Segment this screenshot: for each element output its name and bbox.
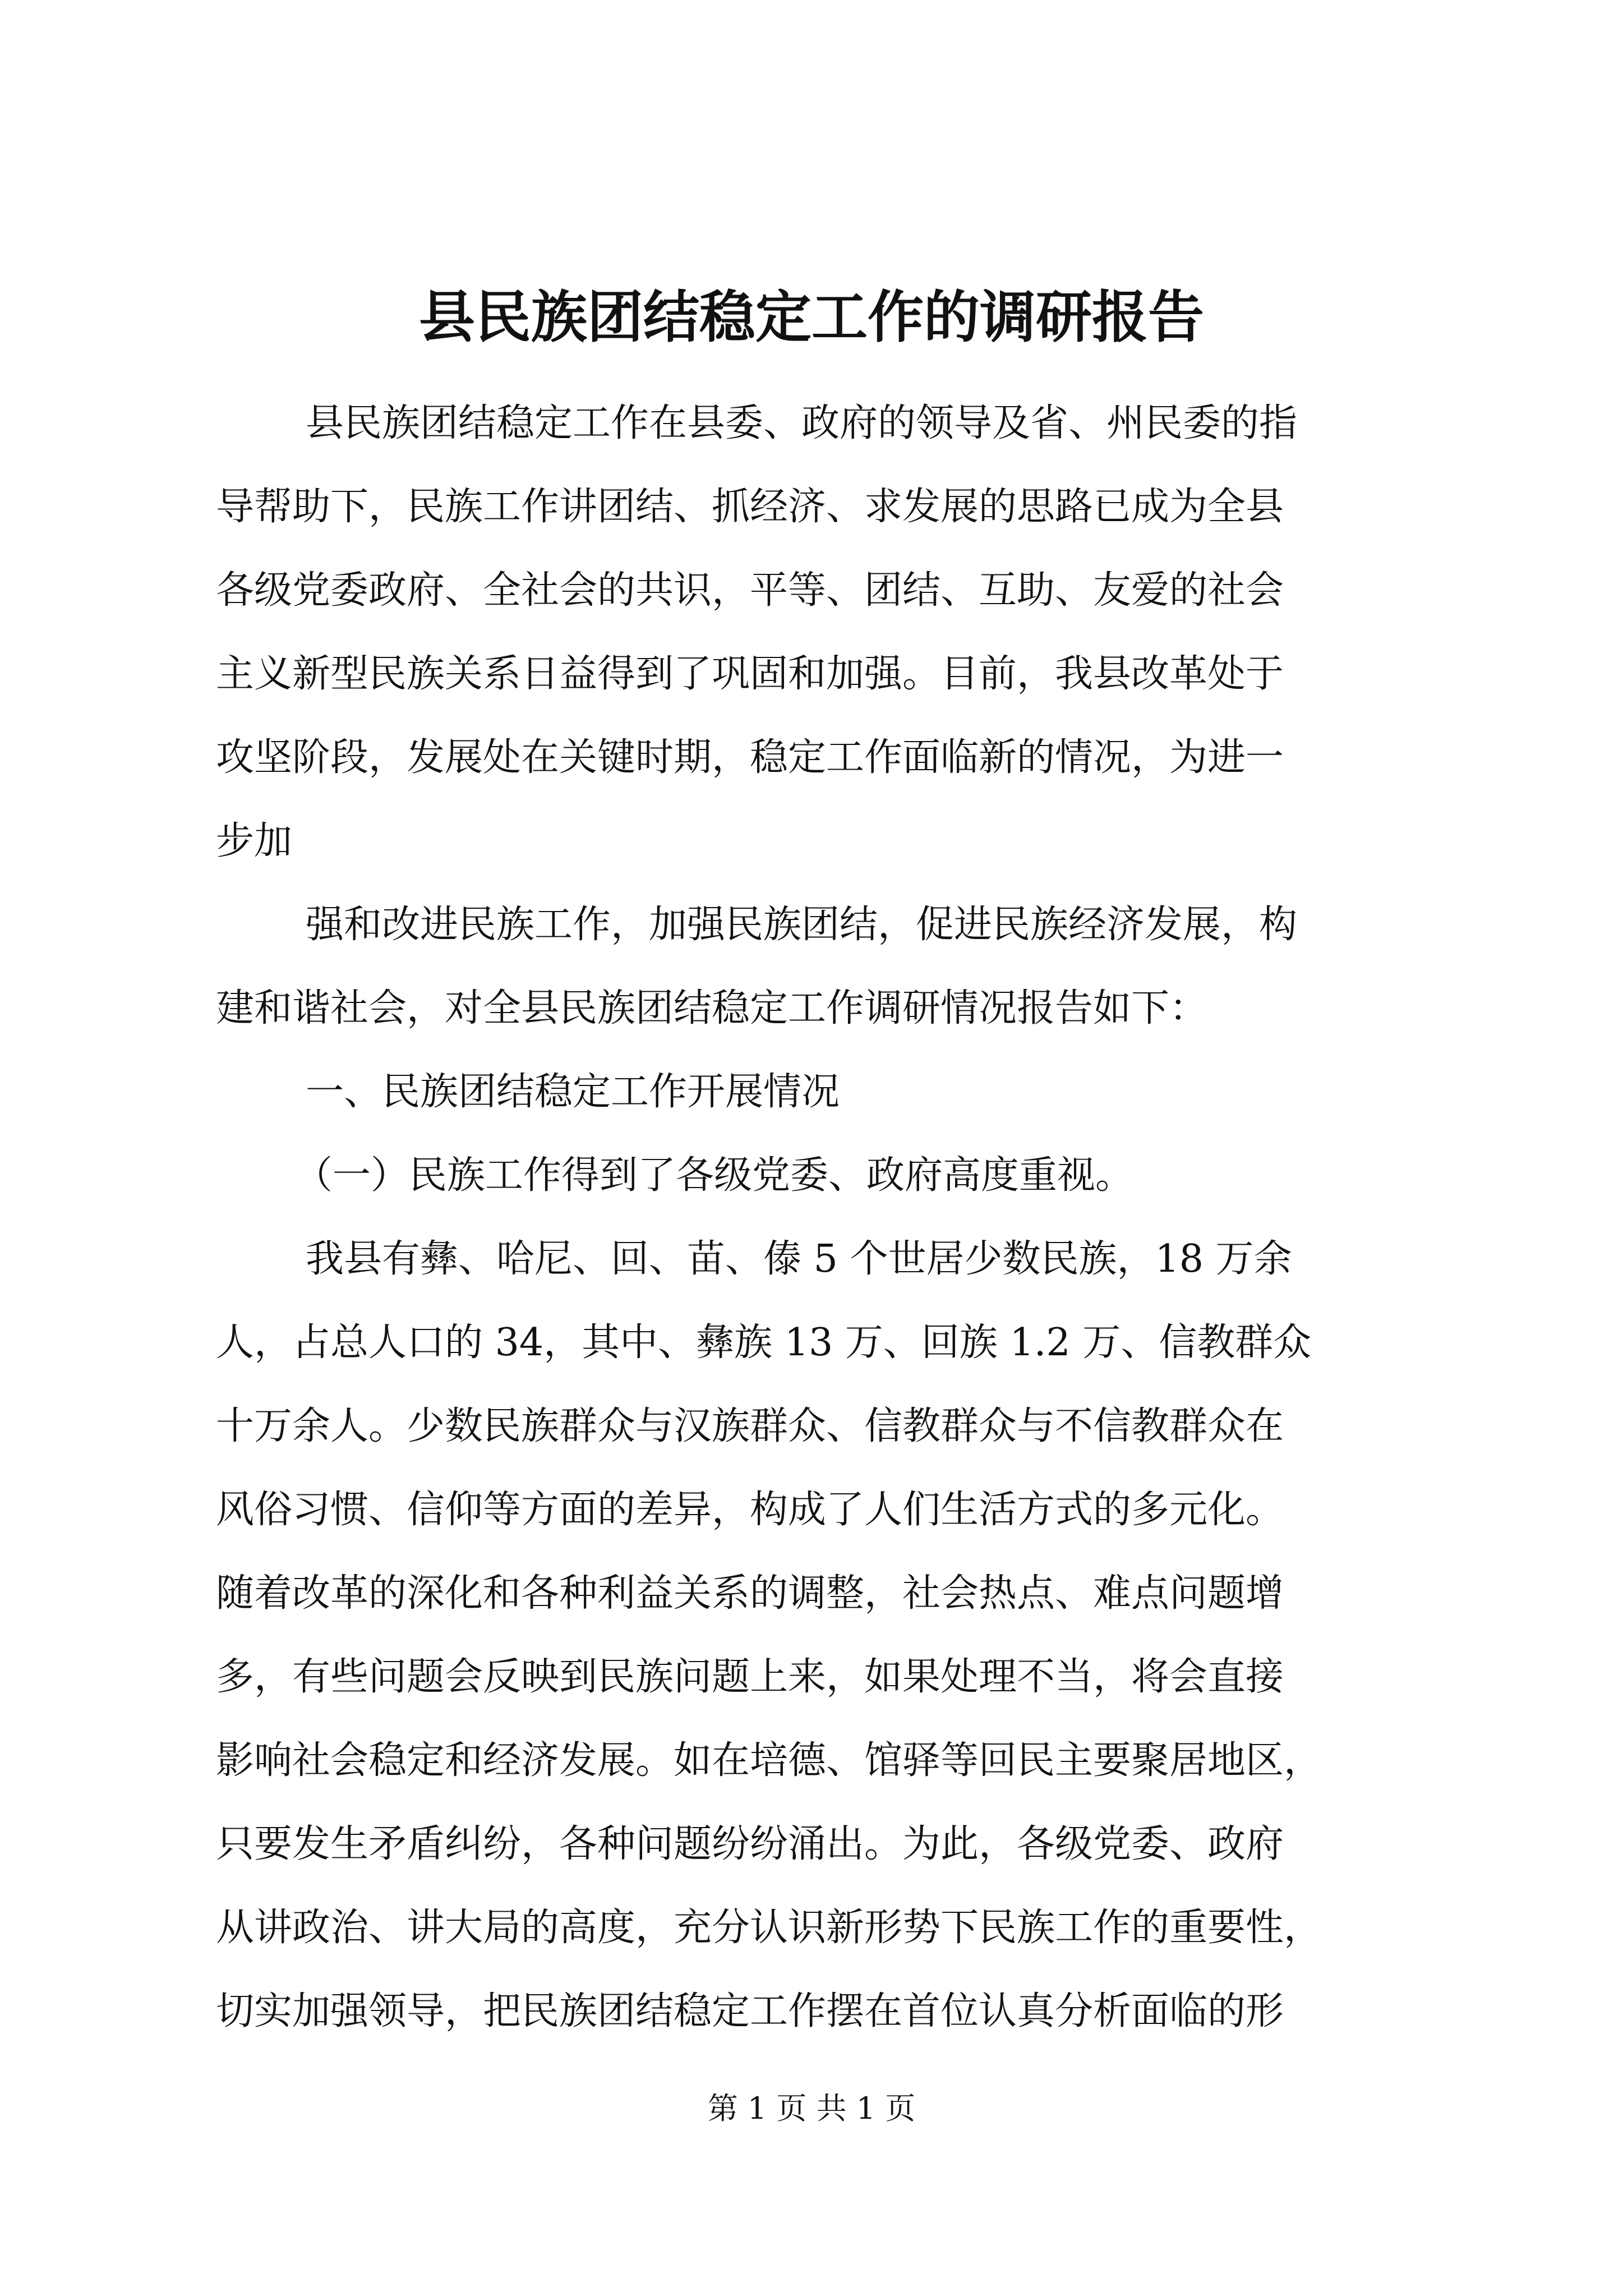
body-line: 从讲政治、讲大局的高度，充分认识新形势下民族工作的重要性， [216, 1906, 1322, 1950]
body-line: 主义新型民族关系日益得到了巩固和加强。目前，我县改革处于 [216, 652, 1284, 696]
subsection-heading: （一）民族工作得到了各级党委、政府高度重视。 [294, 1153, 1134, 1198]
body-line: 多，有些问题会反映到民族问题上来，如果处理不当，将会直接 [216, 1655, 1284, 1699]
body-line: 十万余人。少数民族群众与汉族群众、信教群众与不信教群众在 [216, 1404, 1284, 1448]
body-line: 影响社会稳定和经济发展。如在培德、馆驿等回民主要聚居地区， [216, 1738, 1322, 1783]
section-heading: 一、民族团结稳定工作开展情况 [306, 1070, 840, 1114]
page-number-footer: 第 1 页 共 1 页 [707, 2091, 916, 2126]
body-line: 建和谐社会，对全县民族团结稳定工作调研情况报告如下： [216, 986, 1208, 1030]
body-line: 风俗习惯、信仰等方面的差异，构成了人们生活方式的多元化。 [216, 1488, 1284, 1532]
body-line: 人，占总人口的 34，其中、彝族 13 万、回族 1.2 万、信教群众 [216, 1320, 1312, 1365]
body-line: 只要发生矛盾纠纷，各种问题纷纷涌出。为此，各级党委、政府 [216, 1822, 1284, 1866]
body-line: 随着改革的深化和各种利益关系的调整，社会热点、难点问题增 [216, 1571, 1284, 1616]
body-line: 切实加强领导，把民族团结稳定工作摆在首位认真分析面临的形 [216, 1989, 1284, 2033]
body-line: 县民族团结稳定工作在县委、政府的领导及省、州民委的指 [306, 401, 1298, 445]
body-line: 各级党委政府、全社会的共识，平等、团结、互助、友爱的社会 [216, 568, 1284, 613]
body-line: 强和改进民族工作，加强民族团结，促进民族经济发展，构 [306, 903, 1298, 947]
document-title: 县民族团结稳定工作的调研报告 [419, 284, 1204, 350]
document-body [216, 381, 1427, 2053]
body-line: 步加 [216, 819, 293, 863]
body-line: 攻坚阶段，发展处在关键时期，稳定工作面临新的情况，为进一 [216, 735, 1284, 780]
body-line: 我县有彝、哈尼、回、苗、傣 5 个世居少数民族，18 万余 [306, 1237, 1292, 1281]
body-line: 导帮助下，民族工作讲团结、抓经济、求发展的思路已成为全县 [216, 485, 1284, 529]
